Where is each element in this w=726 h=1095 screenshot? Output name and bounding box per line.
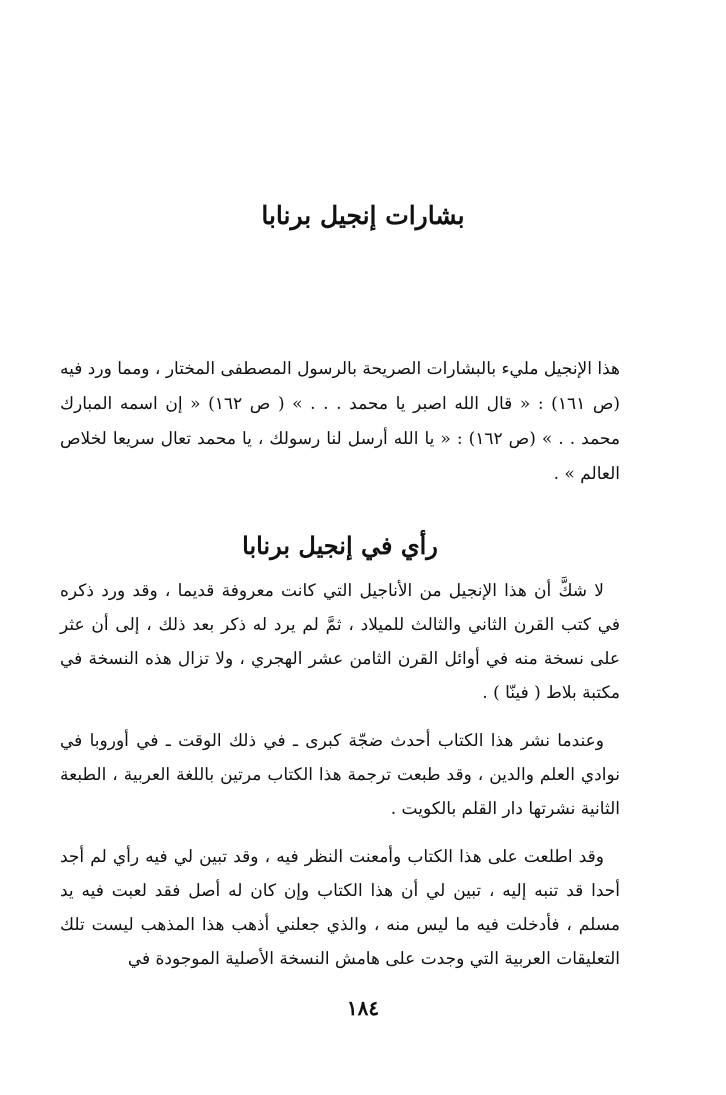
section-paragraph-3: وقد اطلعت على هذا الكتاب وأمعنت النظر فيه ، وقد تبين لي فيه رأي لم أجد أحدا قد تنبه إليه ، تبين لي أن هذا الكتاب وإن كان له أصل فقد لعبت فيه يد مسلم ، فأدخلت فيه ما ليس منه ، والذي جعلني أذهب هذا المذهب ليست تلك التعليقات العربية التي وجدت على هامش النسخة الأصلية الموجودة في [60,847,620,969]
section-paragraph-1: لا شكَّ أن هذا الإنجيل من الأناجيل التي كانت معروفة قديما ، وقد ورد ذكره في كتب القرن الثاني والثالث للميلاد ، ثمَّ لم يرد له ذكر بعد ذلك ، إلى أن عثر على نسخة منه في أوائل القرن الثامن عشر الهجري ، ولا تزال هذه النسخة في مكتبة بلاط ( فينّا ) . [60,581,620,703]
section-heading: رأي في إنجيل برنابا [242,531,438,560]
intro-paragraph: هذا الإنجيل مليء بالبشارات الصريحة بالرسول المصطفى المختار ، ومما ورد فيه (ص ١٦١) : « قال الله اصبر يا محمد . . . » ( ص ١٦٢) « إن اسمه المبارك محمد . . » (ص ١٦٢) : « يا الله أرسل لنا رسولك ، يا محمد تعال سريعا لخلاص العالم » . [60,359,620,484]
page-number: ١٨٤ [346,996,380,1020]
opinion-section [60,526,620,990]
page-title: بشارات إنجيل برنابا [261,201,465,230]
section-paragraph-2: وعندما نشر هذا الكتاب أحدث ضجّة كبرى ـ في ذلك الوقت ـ في أوروبا في نوادي العلم والدين ، وقد طبعت ترجمة هذا الكتاب مرتين باللغة العربية ، الطبعة الثانية نشرتها دار القلم بالكويت . [60,731,620,819]
